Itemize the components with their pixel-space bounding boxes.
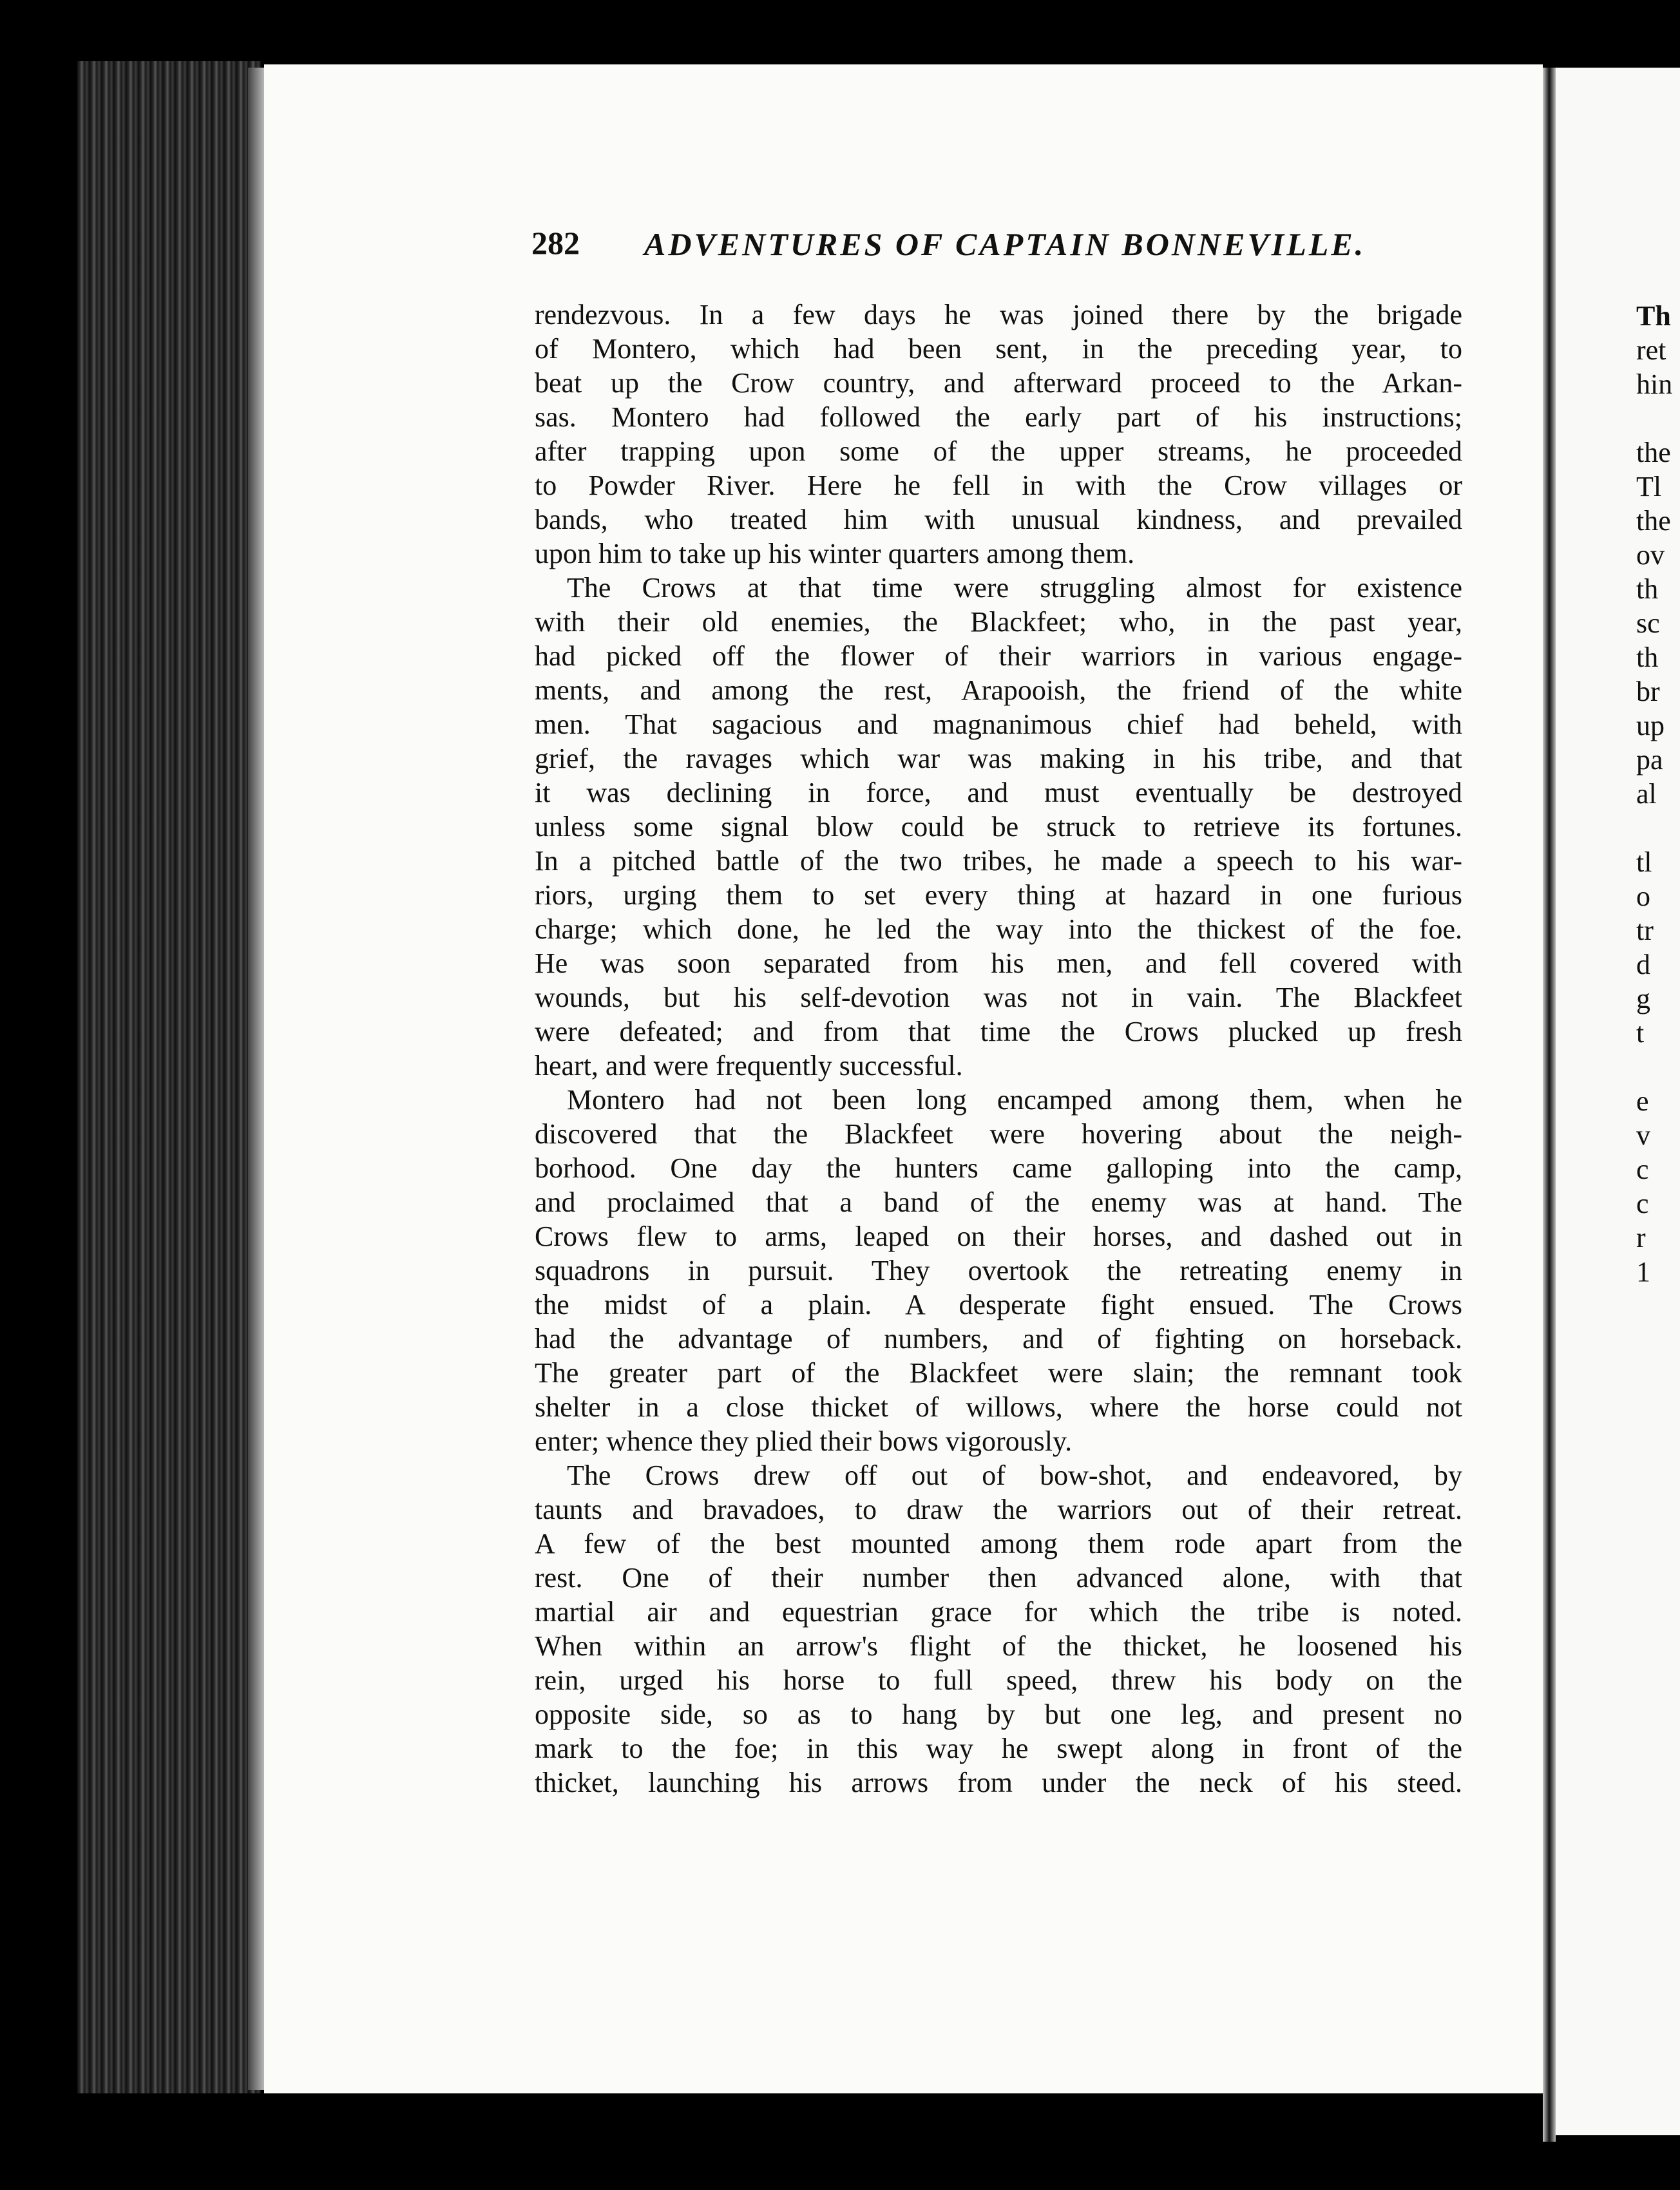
text-line: Crows flew to arms, leaped on their horses, and dashed out in: [535, 1221, 1462, 1252]
text-line: and proclaimed that a band of the enemy was at hand. The: [535, 1186, 1462, 1218]
next-page-fragment: o: [1636, 881, 1650, 912]
text-line: The greater part of the Blackfeet were slain; the remnant took: [535, 1357, 1462, 1389]
text-line: it was declining in force, and must eventually be destroyed: [535, 777, 1462, 808]
text-line: wounds, but his self-devotion was not in vain. The Blackfeet: [535, 982, 1462, 1013]
next-page-fragment: sc: [1636, 607, 1660, 639]
next-page-fragment: up: [1636, 710, 1665, 741]
next-page-fragment: v: [1636, 1119, 1650, 1151]
next-page-fragment: br: [1636, 676, 1660, 707]
next-page-fragment: the: [1636, 505, 1671, 537]
next-page-fragment: tr: [1636, 915, 1654, 946]
text-line: bands, who treated him with unusual kindness, and prevailed: [535, 504, 1462, 535]
text-line: When within an arrow's flight of the thicket, he loosened his: [535, 1630, 1462, 1662]
text-line: thicket, launching his arrows from under the neck of his steed.: [535, 1767, 1462, 1798]
text-line: after trapping upon some of the upper streams, he proceeded: [535, 435, 1462, 467]
text-line: the midst of a plain. A desperate fight ensued. The Crows: [535, 1289, 1462, 1320]
text-line: with their old enemies, the Blackfeet; who, in the past year,: [535, 606, 1462, 638]
text-line: mark to the foe; in this way he swept along in front of the: [535, 1733, 1462, 1764]
text-line: taunts and bravadoes, to draw the warriors out of their retreat.: [535, 1494, 1462, 1525]
text-line: The Crows at that time were struggling almost for existence: [567, 572, 1462, 604]
next-page-fragment: Th: [1636, 300, 1671, 332]
next-page-fragment: g: [1636, 983, 1650, 1014]
text-line: borhood. One day the hunters came galloping into the camp,: [535, 1152, 1462, 1184]
text-line: men. That sagacious and magnanimous chief had beheld, with: [535, 709, 1462, 740]
next-page-fragment: d: [1636, 949, 1650, 980]
book-fore-edge: [77, 61, 261, 2093]
book-gutter: [1543, 68, 1556, 2142]
text-line: of Montero, which had been sent, in the preceding year, to: [535, 333, 1462, 365]
next-page-fragment: 1: [1636, 1256, 1650, 1288]
text-line: to Powder River. Here he fell in with the Crow villages or: [535, 470, 1462, 501]
text-line: grief, the ravages which war was making in his tribe, and that: [535, 743, 1462, 774]
next-page-fragment: al: [1636, 778, 1657, 810]
text-line: The Crows drew off out of bow-shot, and endeavored, by: [567, 1460, 1462, 1491]
next-page-fragment: c: [1636, 1154, 1649, 1185]
text-line: Montero had not been long encamped among them, when he: [567, 1084, 1462, 1116]
text-line: In a pitched battle of the two tribes, he made a speech to his war-: [535, 845, 1462, 877]
text-line: charge; which done, he led the way into the thickest of the foe.: [535, 913, 1462, 945]
next-page-fragment: ov: [1636, 539, 1665, 571]
text-line: discovered that the Blackfeet were hovering about the neigh-: [535, 1118, 1462, 1150]
next-page-fragment: the: [1636, 437, 1671, 468]
text-line: ments, and among the rest, Arapooish, the friend of the white: [535, 674, 1462, 706]
next-page-fragment: hin: [1636, 368, 1673, 400]
text-line: had the advantage of numbers, and of fighting on horseback.: [535, 1323, 1462, 1355]
text-line: A few of the best mounted among them rode apart from the: [535, 1528, 1462, 1559]
next-page-fragment: th: [1636, 642, 1659, 673]
next-page-fragment: ret: [1636, 334, 1666, 366]
page-number: 282: [531, 225, 580, 261]
text-line: beat up the Crow country, and afterward proceed to the Arkan-: [535, 367, 1462, 399]
text-line: heart, and were frequently successful.: [535, 1050, 963, 1081]
text-line: martial air and equestrian grace for which the tribe is noted.: [535, 1596, 1462, 1628]
next-page-fragment: th: [1636, 573, 1659, 605]
page-header: [531, 219, 1465, 264]
text-line: shelter in a close thicket of willows, where the horse could not: [535, 1391, 1462, 1423]
text-line: rein, urged his horse to full speed, threw his body on the: [535, 1664, 1462, 1696]
text-line: He was soon separated from his men, and fell covered with: [535, 947, 1462, 979]
running-head: ADVENTURES OF CAPTAIN BONNEVILLE.: [644, 226, 1366, 262]
text-line: were defeated; and from that time the Crows plucked up fresh: [535, 1016, 1462, 1047]
next-page-fragment: r: [1636, 1222, 1646, 1253]
text-line: rendezvous. In a few days he was joined there by the brigade: [535, 299, 1462, 330]
text-line: sas. Montero had followed the early part of his instructions;: [535, 401, 1462, 433]
text-line: rest. One of their number then advanced alone, with that: [535, 1562, 1462, 1594]
next-page-fragment: c: [1636, 1188, 1649, 1219]
next-page-fragment: pa: [1636, 744, 1663, 776]
body-text: [535, 298, 1462, 1800]
text-line: enter; whence they plied their bows vigorously.: [535, 1425, 1073, 1457]
text-line: riors, urging them to set every thing at hazard in one furious: [535, 879, 1462, 911]
text-line: opposite side, so as to hang by but one leg, and present no: [535, 1699, 1462, 1730]
next-page-fragment: t: [1636, 1017, 1645, 1049]
text-line: upon him to take up his winter quarters among them.: [535, 538, 1135, 569]
next-page-fragment: tl: [1636, 846, 1652, 878]
text-line: had picked off the flower of their warriors in various engage-: [535, 640, 1462, 672]
next-page-fragment: e: [1636, 1085, 1649, 1117]
text-line: squadrons in pursuit. They overtook the retreating enemy in: [535, 1255, 1462, 1286]
next-page-fragment: Tl: [1636, 471, 1662, 502]
text-line: unless some signal blow could be struck to retrieve its fortunes.: [535, 811, 1462, 843]
